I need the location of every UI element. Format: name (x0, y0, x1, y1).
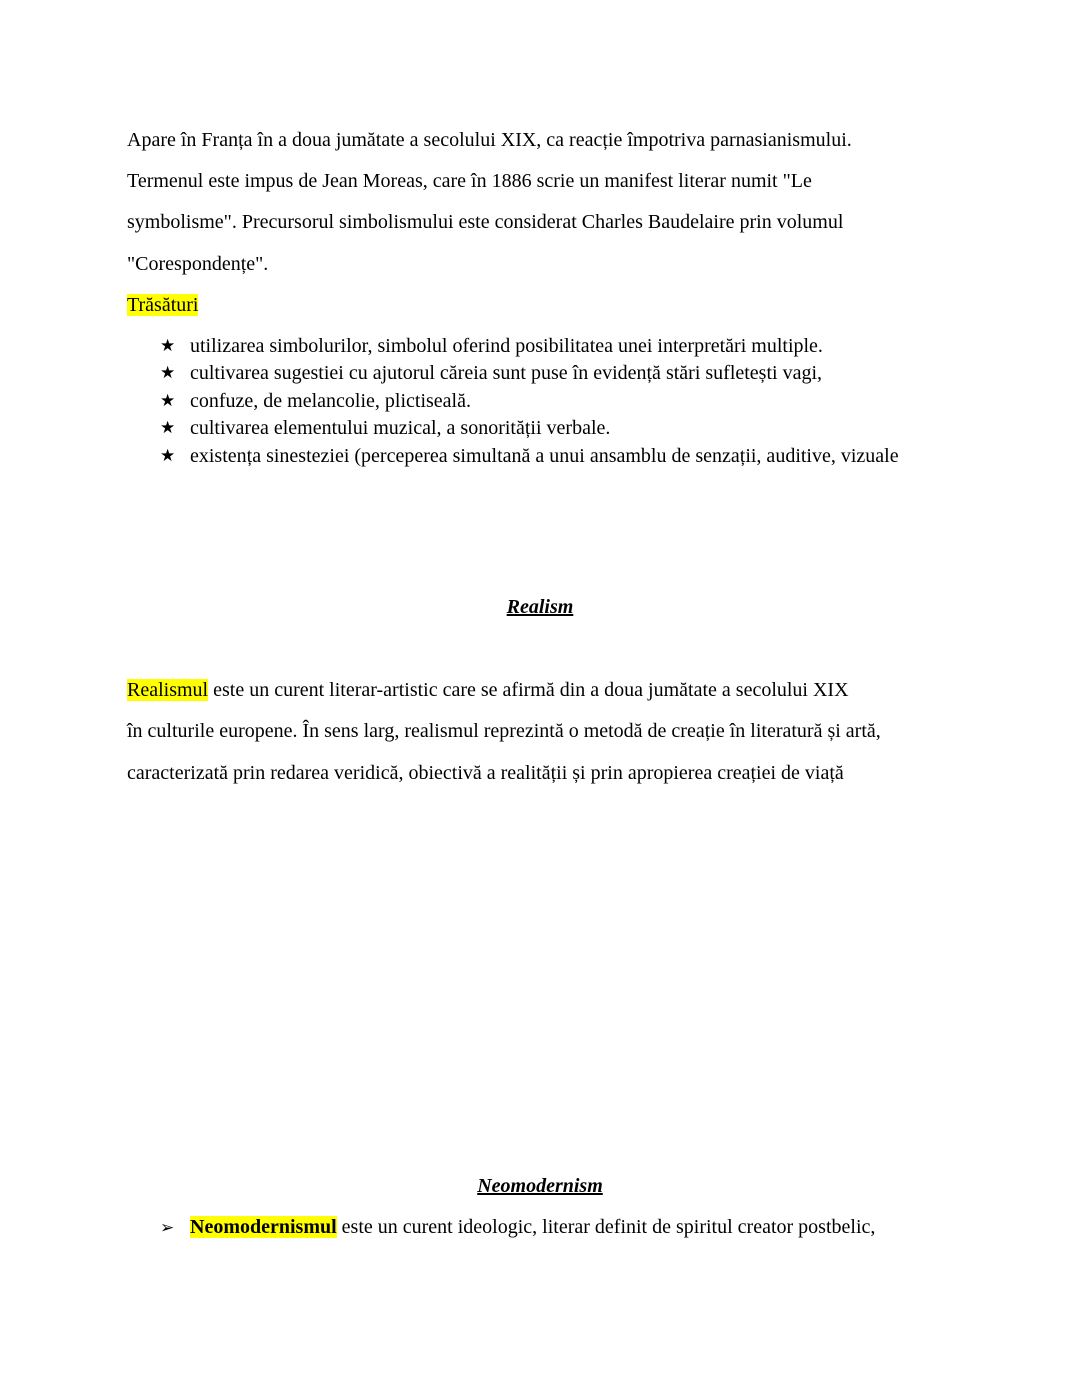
neomodernism-text: este un curent ideologic, literar definit de spiritul creator postbelic, (336, 1216, 876, 1238)
star-icon: ★ (160, 363, 176, 384)
neomodernism-heading: Neomodernism (477, 1175, 603, 1197)
features-list (160, 334, 899, 471)
list-item (160, 416, 899, 443)
star-icon: ★ (160, 336, 176, 356)
star-icon: ★ (160, 418, 176, 439)
feature-text: cultivarea elementului muzical, a sonorității verbale. (190, 417, 611, 440)
realism-term-highlight: Realismul (127, 679, 209, 701)
star-icon: ★ (160, 445, 176, 466)
list-item (160, 444, 899, 471)
neomodernism-term-highlight: Neomodernismul (190, 1216, 337, 1238)
feature-text: confuze, de melancolie, plictiseală. (190, 389, 471, 412)
list-item (160, 389, 899, 416)
realism-heading: Realism (506, 596, 574, 618)
features-label-highlight: Trăsături (127, 294, 199, 316)
realism-line-2: în culturile europene. În sens larg, realismul reprezintă o metodă de creație în literatură și artă, (127, 720, 881, 742)
features-label (127, 293, 198, 317)
feature-text: cultivarea sugestiei cu ajutorul căreia sunt puse în evidență stări sufletești vagi, (190, 362, 823, 385)
symbolism-intro-line-4: "Corespondențe". (127, 253, 269, 275)
symbolism-intro-line-1: Apare în Franța în a doua jumătate a secolului XIX, ca reacție împotriva parnasianismului. (127, 129, 852, 151)
feature-text: utilizarea simbolurilor, simbolul oferind posibilitatea unei interpretări multiple. (190, 335, 823, 357)
star-icon: ★ (160, 390, 176, 411)
arrow-right-icon: ➢ (160, 1218, 175, 1238)
realism-line-1 (127, 678, 849, 702)
symbolism-intro-line-3: symbolisme". Precursorul simbolismului este considerat Charles Baudelaire prin volumul (127, 211, 844, 233)
list-item (160, 361, 899, 388)
realism-line-1-text: este un curent literar-artistic care se afirmă din a doua jumătate a secolului XIX (208, 679, 849, 701)
feature-text: existența sinesteziei (perceperea simultană a unui ansamblu de senzații, auditive, vizuale (190, 444, 899, 467)
list-item (160, 334, 899, 361)
neomodernism-item (160, 1215, 875, 1240)
realism-line-3: caracterizată prin redarea veridică, obiectivă a realității și prin apropierea creației de viață (127, 762, 844, 784)
symbolism-intro-line-2: Termenul este impus de Jean Moreas, care în 1886 scrie un manifest literar numit "Le (127, 170, 812, 192)
